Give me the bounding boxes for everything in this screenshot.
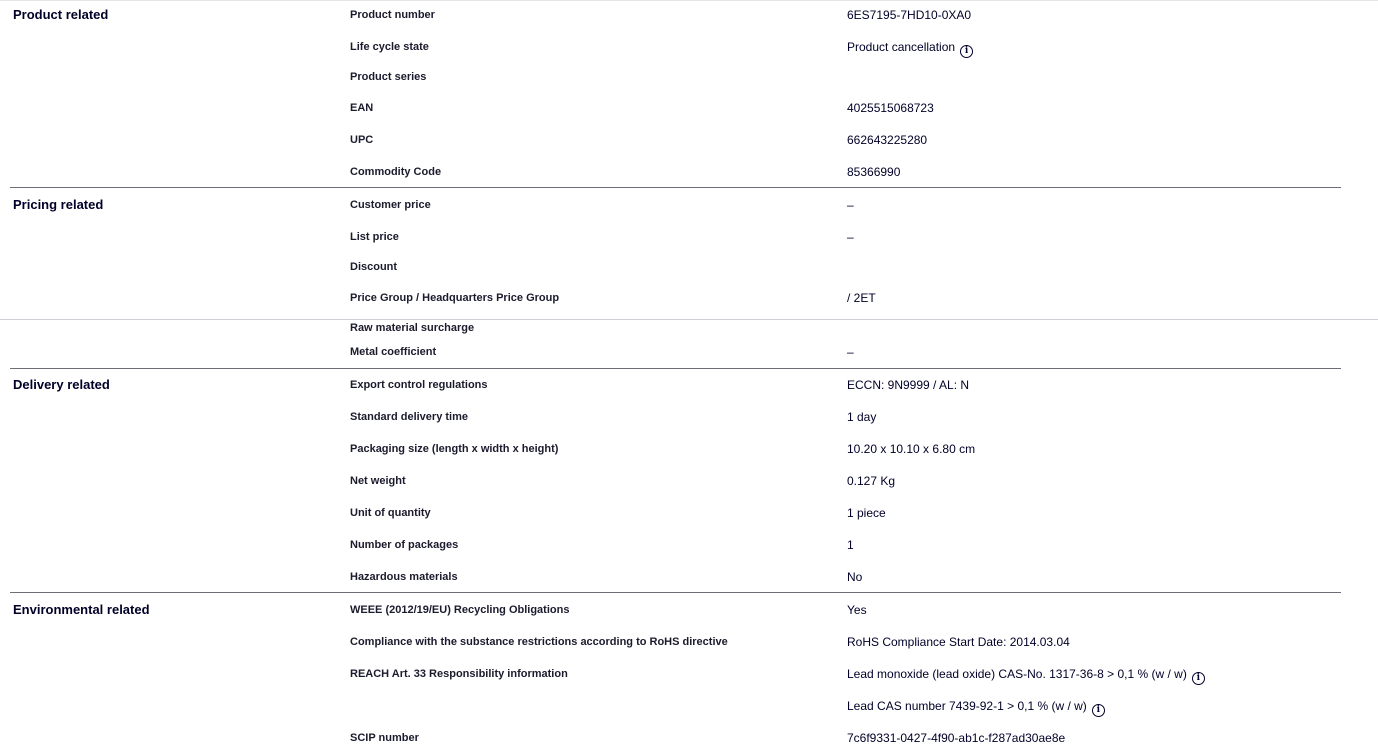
- row-label: Metal coefficient: [350, 346, 437, 358]
- row-value: ECCN: 9N9999 / AL: N: [847, 378, 970, 392]
- section-divider: [10, 187, 1341, 188]
- row-value: RoHS Compliance Start Date: 2014.03.04: [847, 635, 1070, 649]
- info-icon[interactable]: i: [1092, 704, 1105, 717]
- row-value: Yes: [847, 603, 867, 617]
- row-value: –: [847, 345, 854, 359]
- row-value: 1 day: [847, 410, 877, 424]
- section-title: Product related: [13, 7, 109, 22]
- row-label: REACH Art. 33 Responsibility information: [350, 668, 568, 680]
- row-value: 1: [847, 538, 854, 552]
- row-value: –: [847, 230, 854, 244]
- row-value: 7c6f9331-0427-4f90-ab1c-f287ad30ae8e: [847, 731, 1066, 745]
- row-label: Discount: [350, 261, 398, 273]
- row-label: Life cycle state: [350, 41, 429, 53]
- row-reach-lead: [0, 696, 1378, 716]
- row-value: 4025515068723: [847, 101, 934, 115]
- section-divider: [10, 592, 1341, 593]
- row-raw-material-surcharge: [0, 318, 1378, 338]
- row-label: SCIP number: [350, 732, 419, 744]
- row-value: 662643225280: [847, 133, 928, 147]
- row-label: Number of packages: [350, 539, 459, 551]
- row-value: Lead CAS number 7439-92-1 > 0,1 % (w / w): [847, 699, 1087, 713]
- row-reach: [0, 664, 1378, 684]
- row-value-wrap: [847, 696, 1105, 717]
- row-value: 1 piece: [847, 506, 886, 520]
- row-value: 85366990: [847, 165, 901, 179]
- row-rohs: [0, 632, 1378, 652]
- row-unit-of-quantity: [0, 503, 1378, 523]
- row-export-control: [0, 375, 1378, 395]
- row-label: Raw material surcharge: [350, 322, 475, 334]
- row-label: Packaging size (length x width x height): [350, 443, 559, 455]
- row-hazardous-materials: [0, 567, 1378, 587]
- row-value: 10.20 x 10.10 x 6.80 cm: [847, 442, 976, 456]
- row-value-wrap: [847, 37, 973, 58]
- row-label: Compliance with the substance restrictions according to RoHS directive: [350, 636, 728, 648]
- section-title: Pricing related: [13, 197, 104, 212]
- row-product-number: [0, 5, 1378, 25]
- row-label: UPC: [350, 134, 374, 146]
- row-upc: [0, 130, 1378, 150]
- row-label: Hazardous materials: [350, 571, 458, 583]
- row-label: Net weight: [350, 475, 406, 487]
- row-discount: [0, 257, 1378, 277]
- section-title: Delivery related: [13, 377, 110, 392]
- row-label: List price: [350, 231, 399, 243]
- info-icon[interactable]: i: [960, 45, 973, 58]
- row-ean: [0, 98, 1378, 118]
- row-metal-coefficient: [0, 342, 1378, 362]
- row-label: Export control regulations: [350, 379, 488, 391]
- info-icon[interactable]: i: [1192, 672, 1205, 685]
- row-packaging-size: [0, 439, 1378, 459]
- row-label: Standard delivery time: [350, 411, 468, 423]
- row-list-price: [0, 227, 1378, 247]
- row-standard-delivery-time: [0, 407, 1378, 427]
- row-value: Product cancellation: [847, 40, 956, 54]
- row-value: No: [847, 570, 863, 584]
- row-product-series: [0, 67, 1378, 87]
- row-number-of-packages: [0, 535, 1378, 555]
- row-label: Unit of quantity: [350, 507, 431, 519]
- row-value: 0.127 Kg: [847, 474, 896, 488]
- row-label: Customer price: [350, 199, 431, 211]
- row-label: EAN: [350, 102, 374, 114]
- row-scip-number: [0, 728, 1378, 748]
- row-price-group: [0, 288, 1378, 308]
- row-weee: [0, 600, 1378, 620]
- row-life-cycle-state: [0, 37, 1378, 57]
- row-label: Price Group / Headquarters Price Group: [350, 292, 560, 304]
- row-value: / 2ET: [847, 291, 876, 305]
- row-label: Product number: [350, 9, 435, 21]
- section-divider: [10, 368, 1341, 369]
- row-label: Product series: [350, 71, 427, 83]
- section-title: Environmental related: [13, 602, 150, 617]
- row-label: Commodity Code: [350, 166, 442, 178]
- row-value: Lead monoxide (lead oxide) CAS-No. 1317-36-8 > 0,1 % (w / w): [847, 667, 1187, 681]
- row-label: WEEE (2012/19/EU) Recycling Obligations: [350, 604, 570, 616]
- row-commodity-code: [0, 162, 1378, 182]
- row-customer-price: [0, 195, 1378, 215]
- row-value: –: [847, 198, 854, 212]
- row-net-weight: [0, 471, 1378, 491]
- row-value: 6ES7195-7HD10-0XA0: [847, 8, 972, 22]
- row-value-wrap: [847, 664, 1205, 685]
